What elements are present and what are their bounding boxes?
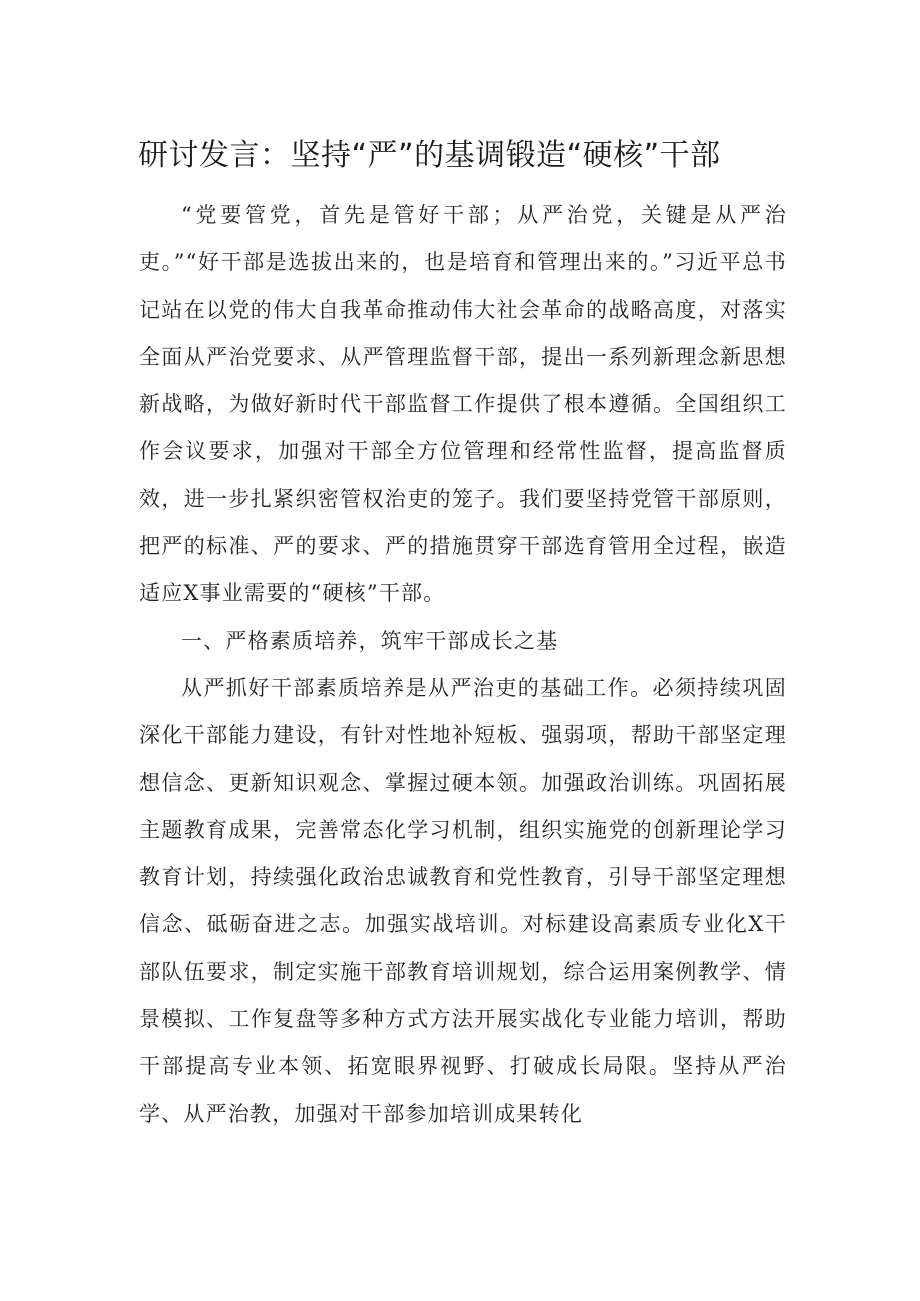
paragraph-section-1: 从严抓好干部素质培养是从严治吏的基础工作。必须持续巩固深化干部能力建设，有针对性地补短板、强弱项，帮助干部坚定理想信念、更新知识观念、掌握过硬本领。加强政治训练。巩固拓展主题教育成果，完善常态化学习机制，组织实施党的创新理论学习教育计划，持续强化政治忠诚教育和党性教育，引导干部坚定理想信念、砥砺奋进之志。加强实战培训。对标建设高素质专业化X干部队伍要求，制定实施干部教育培训规划，综合运用案例教学、情景模拟、工作复盘等多种方式方法开展实战化专业能力培训，帮助干部提高专业本领、拓宽眼界视野、打破成长局限。坚持从严治学、从严治教，加强对干部参加培训成果转化 [139,675,787,1126]
section-heading-1: 一、严格素质培养，筑牢干部成长之基 [181,628,559,653]
document-body [139,192,787,1138]
document-title: 研讨发言：坚持“严”的基调锻造“硬核”干部 [138,138,721,173]
paragraph-intro: “党要管党，首先是管好干部；从严治党，关键是从严治吏。”“好干部是选拔出来的，也是培育和管理出来的。”习近平总书记站在以党的伟大自我革命推动伟大社会革命的战略高度，对落实全面从严治党要求、从严管理监督干部，提出一系列新理念新思想新战略，为做好新时代干部监督工作提供了根本遵循。全国组织工作会议要求，加强对干部全方位管理和经常性监督，提高监督质效，进一步扎紧织密管权治吏的笼子。我们要坚持党管干部原则，把严的标准、严的要求、严的措施贯穿干部选育管用全过程，嵌造适应X事业需要的“硬核”干部。 [139,203,787,606]
